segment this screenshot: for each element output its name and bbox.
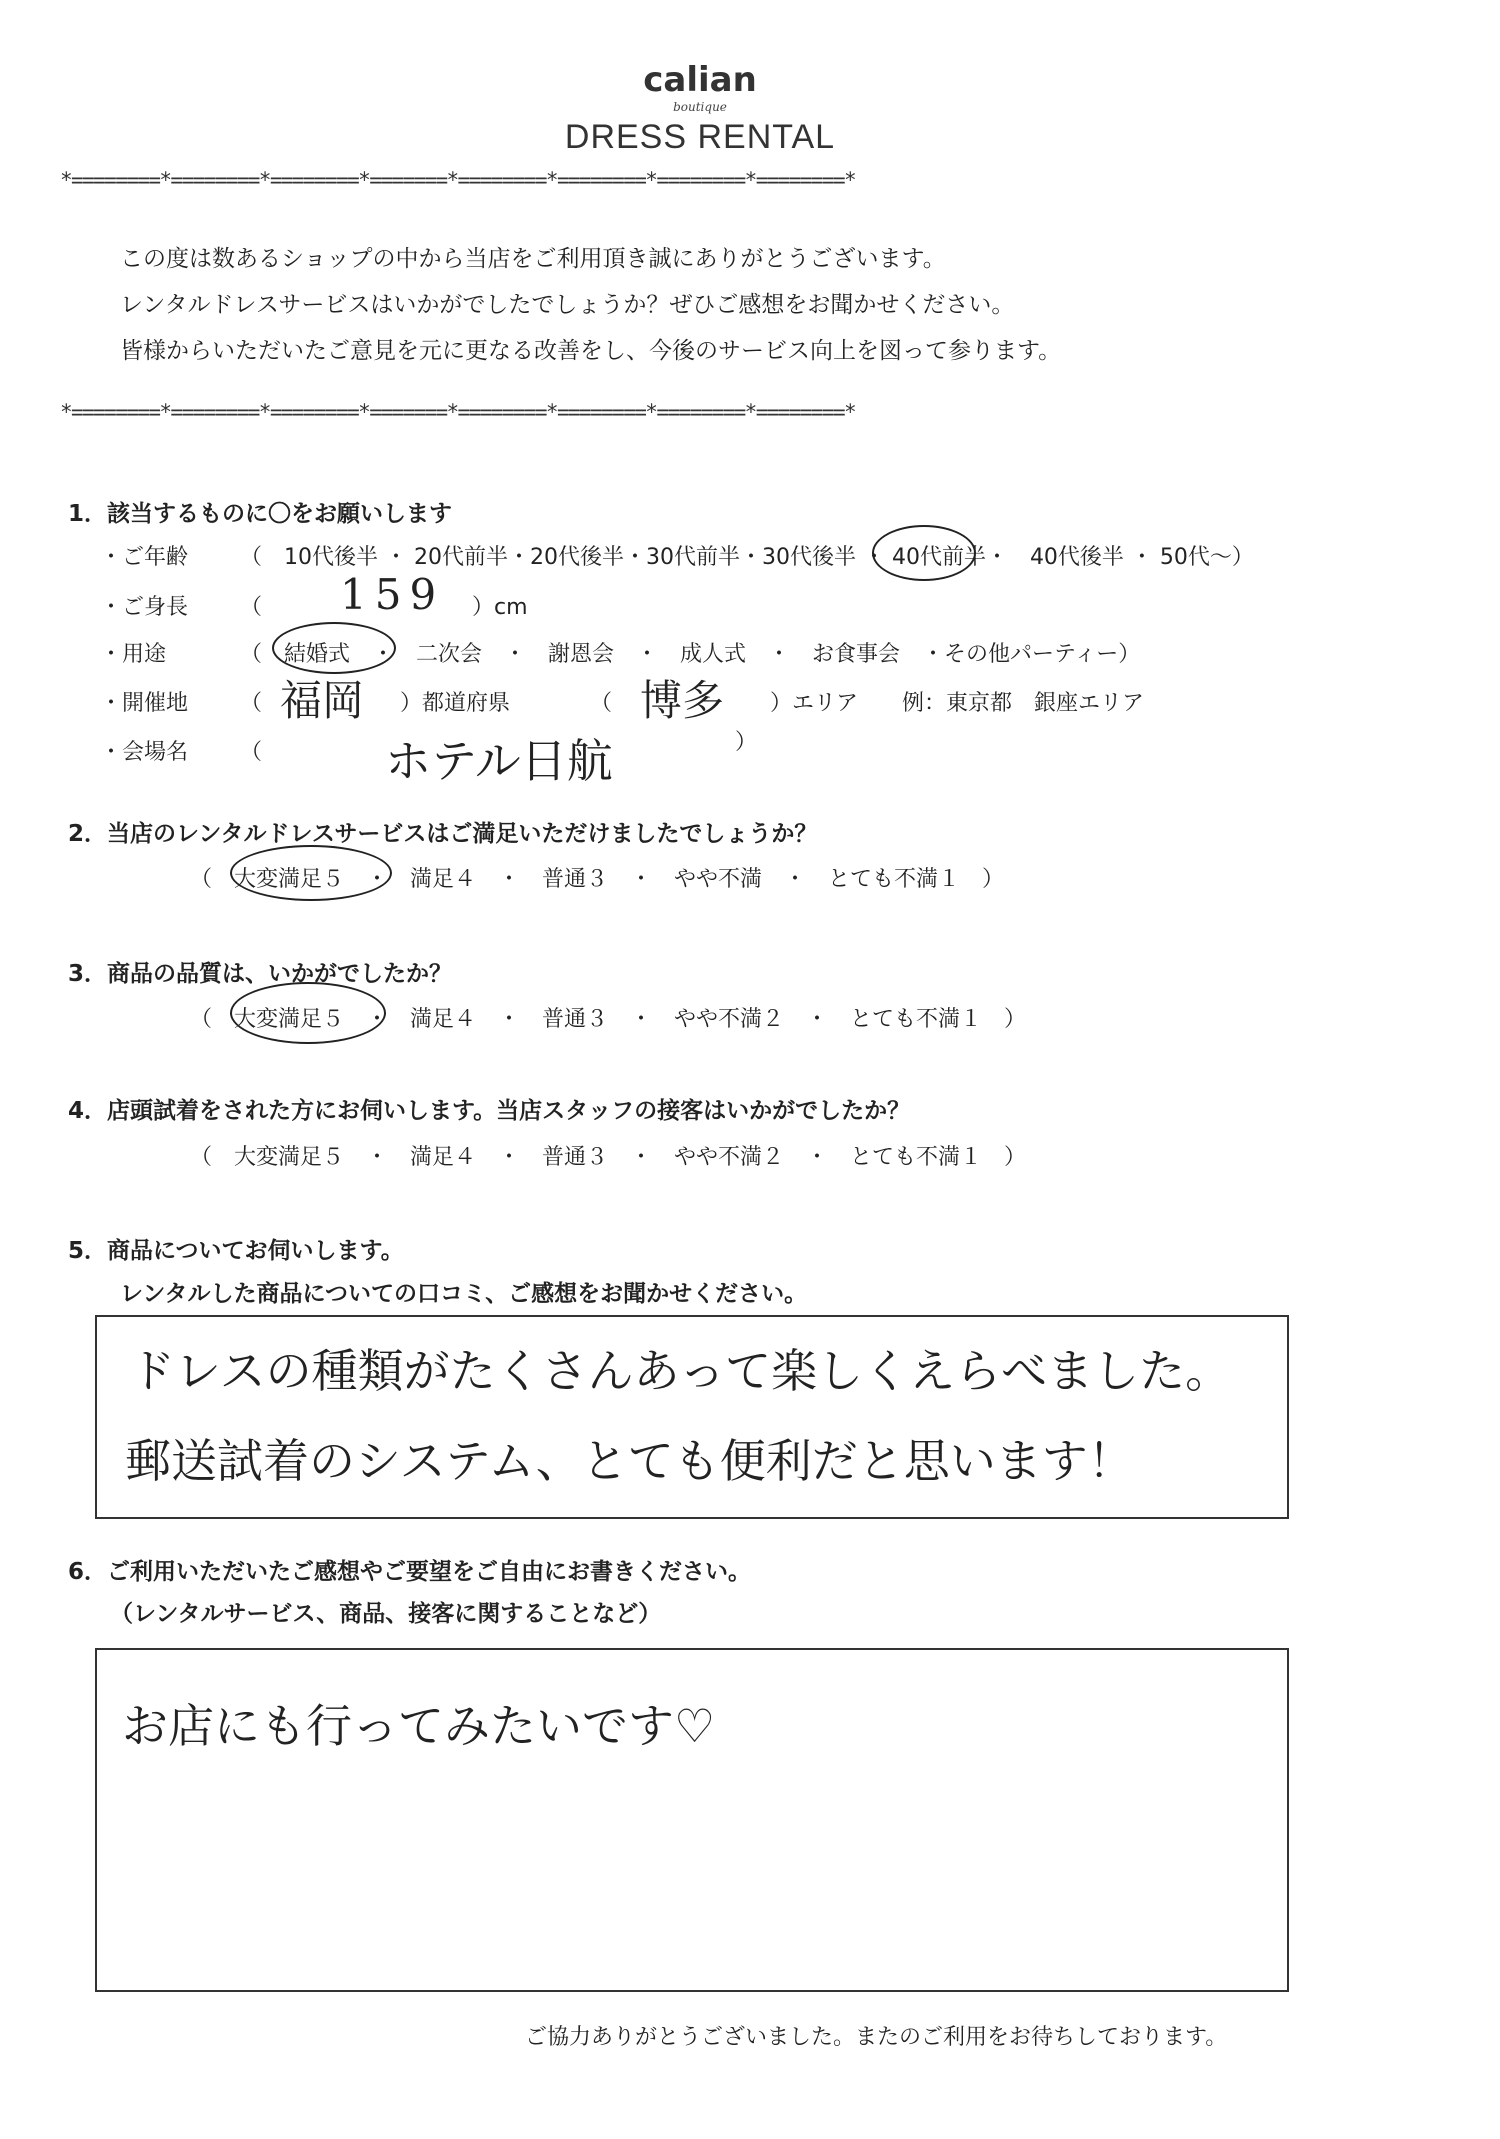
- intro-line-1: この度は数あるショップの中から当店をご利用頂き誠にありがとうございます。: [120, 246, 946, 272]
- q4-options: （ 大変満足５ ・ 満足４ ・ 普通３ ・ やや不満２ ・ とても不満１ ）: [190, 1145, 1027, 1170]
- brand-tagline: boutique: [673, 100, 727, 114]
- venue-label: ・会場名: [100, 740, 189, 765]
- q3-selection-circle: [230, 982, 386, 1044]
- q5-answer-line-2: 郵送試着のシステム、とても便利だと思います！: [125, 1434, 1134, 1488]
- q3-title: 3．商品の品質は、いかがでしたか？: [68, 961, 453, 987]
- height-label: ・ご身長: [100, 595, 189, 620]
- venue-open: （: [240, 740, 263, 765]
- purpose-options: （ 結婚式 ・ 二次会 ・ 謝恩会 ・ 成人式 ・ お食事会 ・その他パーティー）: [240, 642, 1141, 667]
- location-open-2: （: [590, 691, 613, 716]
- area-value: 博多: [640, 676, 725, 725]
- q3-options: （ 大変満足５ ・ 満足４ ・ 普通３ ・ やや不満２ ・ とても不満１ ）: [190, 1007, 1027, 1032]
- purpose-label: ・用途: [100, 642, 167, 667]
- intro-line-2: レンタルドレスサービスはいかがでしたでしょうか？ぜひご感想をお聞かせください。: [120, 292, 1015, 318]
- service-title: DRESS RENTAL: [564, 118, 836, 156]
- q6-title: 6．ご利用いただいたご感想やご要望をご自由にお書きください。: [68, 1559, 752, 1585]
- q6-answer-box: [95, 1648, 1289, 1992]
- q6-answer: お店にも行ってみたいです♡: [122, 1699, 716, 1753]
- q1-title: 1．該当するものに〇をお願いします: [68, 501, 453, 527]
- intro-line-3: 皆様からいただいたご意見を元に更なる改善をし、今後のサービス向上を図って参ります。: [120, 338, 1062, 364]
- age-options: （ 10代後半 ・ 20代前半・20代後半・30代前半・30代後半 ・ 40代前半・ 40代後半 ・ 50代～）: [240, 545, 1254, 570]
- purpose-selection-circle: [272, 622, 396, 674]
- q5-subtitle: レンタルした商品についての口コミ、ご感想をお聞かせください。: [120, 1281, 808, 1307]
- age-label: ・ご年齢: [100, 545, 189, 570]
- height-unit: ）cm: [472, 595, 528, 620]
- location-label: ・開催地: [100, 691, 189, 716]
- brand-logo: calian: [643, 60, 757, 100]
- prefecture-value: 福岡: [280, 676, 365, 725]
- q5-title: 5．商品についてお伺いします。: [68, 1238, 404, 1264]
- q5-answer-line-1: ドレスの種類がたくさんあって楽しくえらべました。: [129, 1344, 1232, 1398]
- age-selection-circle: [872, 525, 976, 581]
- height-open: （: [240, 595, 263, 620]
- q2-options: （ 大変満足５ ・ 満足４ ・ 普通３ ・ やや不満 ・ とても不満１ ）: [190, 867, 1005, 892]
- venue-value: ホテル日航: [385, 734, 613, 788]
- q5-answer-box: [95, 1315, 1289, 1519]
- q6-subtitle: （レンタルサービス、商品、接客に関することなど）: [110, 1601, 662, 1627]
- q4-title: 4．店頭試着をされた方にお伺いします。当店スタッフの接客はいかがでしたか？: [68, 1098, 911, 1124]
- height-value: 159: [340, 570, 445, 619]
- area-suffix: ）エリア 例：東京都 銀座エリア: [770, 691, 1145, 716]
- divider-bottom: *========*========*========*=======*========*========*========*========*: [60, 400, 856, 424]
- prefecture-suffix: ）都道府県: [400, 691, 511, 716]
- venue-close: ）: [735, 730, 758, 755]
- location-open-1: （: [240, 691, 263, 716]
- q2-selection-circle: [230, 845, 392, 901]
- divider-top: *========*========*========*=======*========*========*========*========*: [60, 168, 856, 192]
- q2-title: 2．当店のレンタルドレスサービスはご満足いただけましたでしょうか？: [68, 821, 818, 847]
- footer-thanks: ご協力ありがとうございました。またのご利用をお待ちしております。: [525, 2025, 1228, 2050]
